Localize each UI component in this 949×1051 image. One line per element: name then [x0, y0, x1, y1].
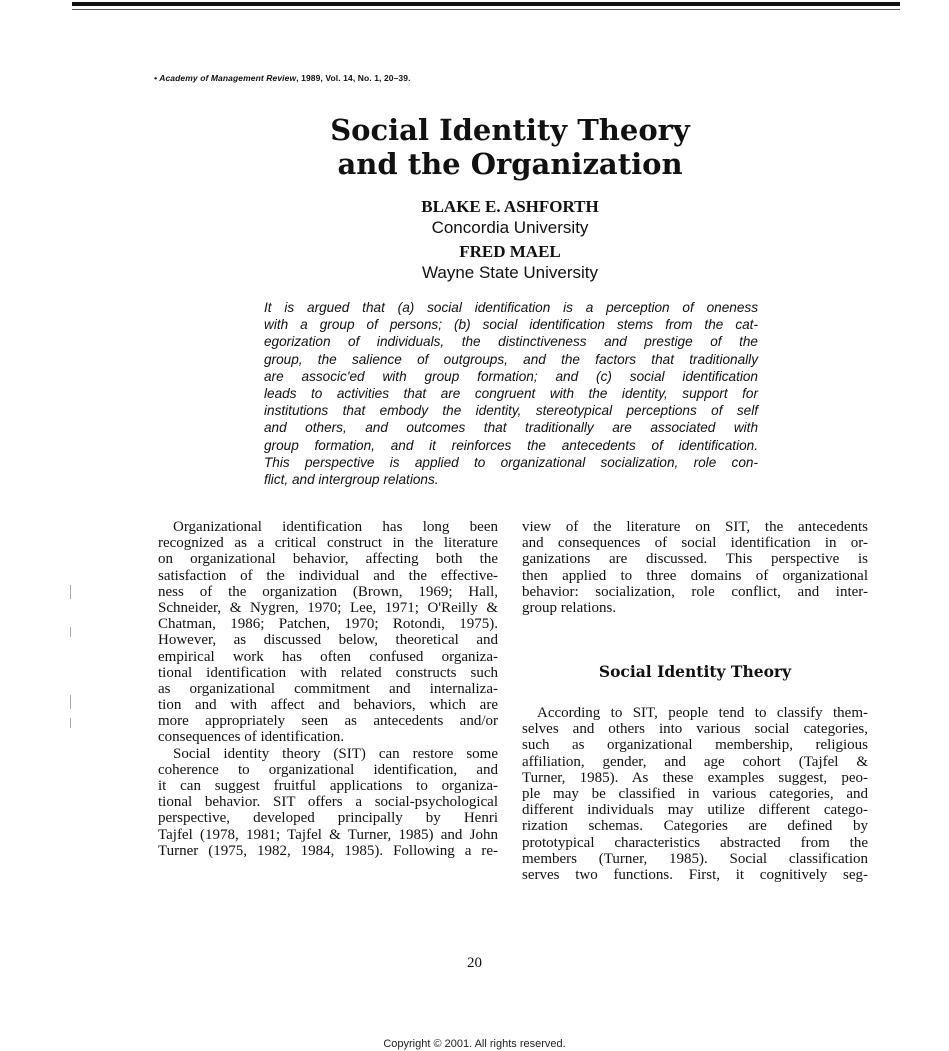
body-line: Organizational identification has long been — [158, 519, 498, 535]
author-1-name: BLAKE E. ASHFORTH — [421, 197, 599, 216]
body-line: prototypical characteristics abstracted from the — [522, 834, 868, 851]
title-line-2: and the Organization — [337, 147, 683, 181]
abstract-line: are associc'ed with group formation; and (c) social identification — [264, 368, 758, 384]
body-line: rization schemas. Categories are defined by — [522, 818, 868, 835]
body-line: view of the literature on SIT, the antecedents — [522, 519, 868, 535]
abstract-line: It is argued that (a) social identification is a perception of oneness — [264, 300, 758, 315]
body-line: recognized as a critical construct in the literature — [158, 535, 498, 552]
body-line: Turner (1975, 1982, 1984, 1985). Following a re- — [158, 842, 498, 859]
body-line: ple may be classified in various categories, and — [522, 785, 868, 802]
abstract-line: group, the salience of outgroups, and the factors that traditionally — [264, 351, 758, 367]
body-line: According to SIT, people tend to classify them- — [522, 705, 868, 721]
body-line: affiliation, gender, and age cohort (Tajfel & — [522, 753, 868, 770]
scan-mark — [70, 695, 71, 709]
body-line: satisfaction of the individual and the effective- — [158, 567, 498, 584]
scan-mark — [70, 718, 71, 728]
body-line: group relations. — [522, 599, 617, 616]
left-column — [158, 519, 498, 859]
right-column-bottom — [522, 705, 868, 883]
body-line: Turner, 1985). As these examples suggest, peo- — [522, 769, 868, 786]
body-line: on organizational behavior, affecting both the — [158, 551, 498, 568]
abstract-line: This perspective is applied to organizational socialization, role con- — [264, 454, 758, 470]
section-heading: Social Identity Theory — [598, 662, 792, 681]
scan-mark — [70, 585, 71, 599]
body-line: consequences of identification. — [158, 729, 345, 746]
citation-journal: Academy of Management Review — [159, 73, 297, 83]
citation-details: , 1989, Vol. 14, No. 1, 20–39. — [296, 73, 411, 83]
body-line: tional behavior. SIT offers a social-psychological — [158, 794, 498, 811]
body-line: Tajfel (1978, 1981; Tajfel & Turner, 1985) and John — [158, 826, 498, 843]
abstract-line: flict, and intergroup relations. — [264, 472, 439, 488]
body-line: coherence to organizational identification, and — [158, 761, 498, 778]
scan-mark — [70, 627, 71, 637]
author-2-affiliation: Wayne State University — [421, 263, 599, 282]
body-line: members (Turner, 1985). Social classification — [522, 850, 868, 867]
body-line: empirical work has often confused organiza- — [158, 648, 498, 665]
body-line: serves two functions. First, it cognitively seg- — [522, 866, 868, 883]
citation-bullet: • — [154, 73, 158, 83]
body-line: perspective, developed principally by Henri — [158, 810, 498, 827]
citation-line — [154, 73, 411, 83]
body-line: such as organizational membership, religious — [522, 737, 868, 754]
body-line: tion and with affect and behaviors, which are — [158, 697, 498, 714]
author-2-name: FRED MAEL — [459, 242, 561, 261]
abstract — [264, 299, 758, 488]
body-line: it can suggest fruitful applications to organiza- — [158, 778, 498, 794]
author-1-affiliation: Concordia University — [431, 218, 589, 237]
copyright-notice: Copyright © 2001. All rights reserved. — [383, 1038, 566, 1050]
top-rule — [72, 2, 900, 6]
body-line: different individuals may utilize different catego- — [522, 802, 868, 819]
abstract-line: with a group of persons; (b) social identification stems from the cat- — [264, 317, 758, 333]
abstract-line: group formation, and it reinforces the antecedents of identification. — [264, 437, 758, 453]
body-line: ness of the organization (Brown, 1969; Hall, — [158, 583, 498, 600]
abstract-line: leads to activities that are congruent with the identity, support for — [264, 386, 758, 402]
right-column-top — [522, 519, 868, 616]
title-line-1: Social Identity Theory — [330, 113, 690, 147]
body-line: Social identity theory (SIT) can restore some — [158, 745, 498, 762]
body-line: selves and others into various social categories, — [522, 721, 868, 738]
abstract-line: egorization of individuals, the distinctiveness and prestige of the — [264, 334, 758, 350]
body-line: as organizational commitment and internaliza- — [158, 680, 498, 697]
body-line: more appropriately seen as antecedents and/or — [158, 713, 498, 730]
body-line: ganizations are discussed. This perspective is — [522, 551, 868, 568]
body-line: behavior: socialization, role conflict, and inter- — [522, 583, 868, 600]
body-line: However, as discussed below, theoretical and — [158, 632, 498, 649]
page-number: 20 — [467, 955, 482, 971]
body-line: and consequences of social identification in or- — [522, 535, 868, 552]
abstract-line: and others, and outcomes that traditionally are associated with — [264, 420, 758, 436]
top-rule-thin — [72, 9, 900, 10]
abstract-line: institutions that embody the identity, stereotypical perceptions of self — [264, 403, 758, 419]
body-line: tional identification with related constructs such — [158, 664, 498, 681]
body-line: then applied to three domains of organizational — [522, 567, 868, 584]
body-line: Chatman, 1986; Patchen, 1970; Rotondi, 1975). — [158, 616, 498, 633]
body-line: Schneider, & Nygren, 1970; Lee, 1971; O'Reilly & — [158, 599, 498, 616]
